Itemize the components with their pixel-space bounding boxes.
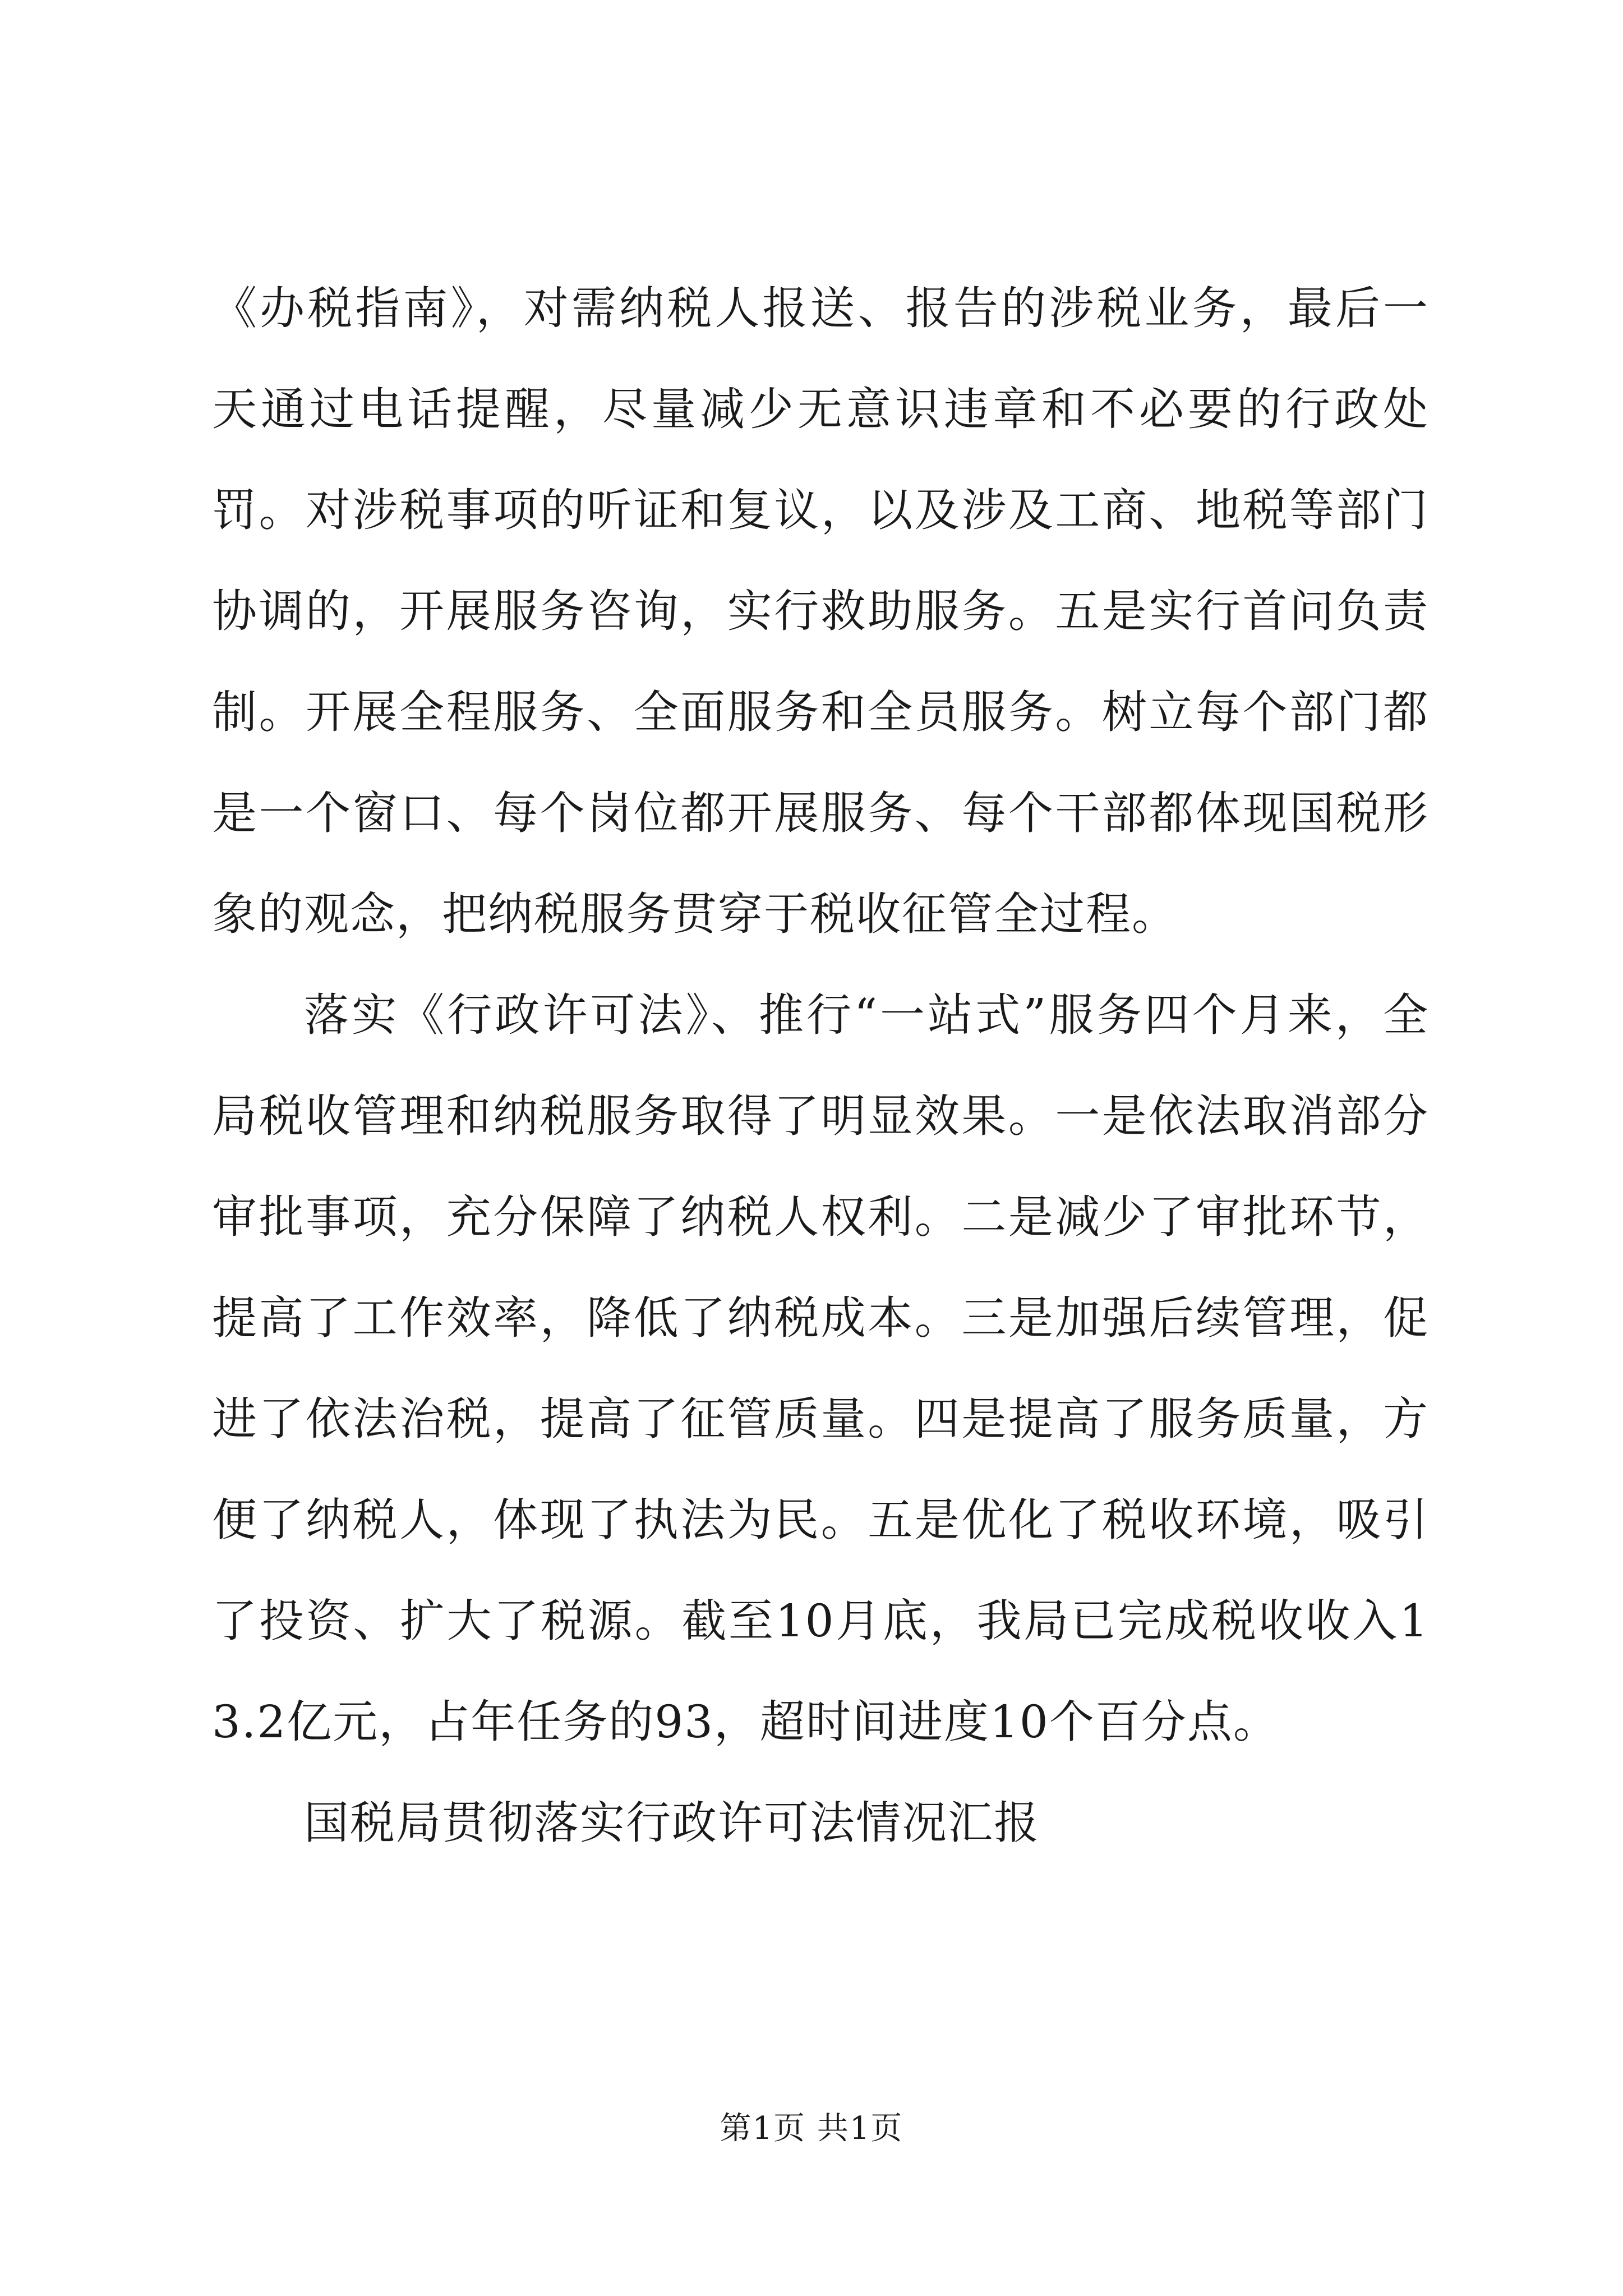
paragraph-title-line: 国税局贯彻落实行政许可法情况汇报 [304,1797,1040,1849]
paragraph-continuation: 《办税指南》，对需纳税人报送、报告的涉税业务，最后一天通过电话提醒，尽量减少无意识违章和不必要的行政处罚。对涉税事项的听证和复议，以及涉及工商、地税等部门协调的，开展服务咨询，实行救助服务。五是实行首问负责制。开展全程服务、全面服务和全员服务。树立每个部门都是一个窗口、每个岗位都开展服务、每个干部都体现国税形象的观念，把纳税服务贯穿于税收征管全过程。 [212,282,1429,940]
page-number-footer: 第1页 共1页 [720,2110,903,2147]
document-body [212,258,1429,1874]
paragraph-results: 落实《行政许可法》、推行“一站式”服务四个月来，全局税收管理和纳税服务取得了明显效果。一是依法取消部分审批事项，充分保障了纳税人权利。二是减少了审批环节，提高了工作效率，降低了纳税成本。三是加强后续管理，促进了依法治税，提高了征管质量。四是提高了服务质量，方便了纳税人，体现了执法为民。五是优化了税收环境，吸引了投资、扩大了税源。截至10月底，我局已完成税收收入13.2亿元，占年任务的93，超时间进度10个百分点。 [212,989,1429,1748]
